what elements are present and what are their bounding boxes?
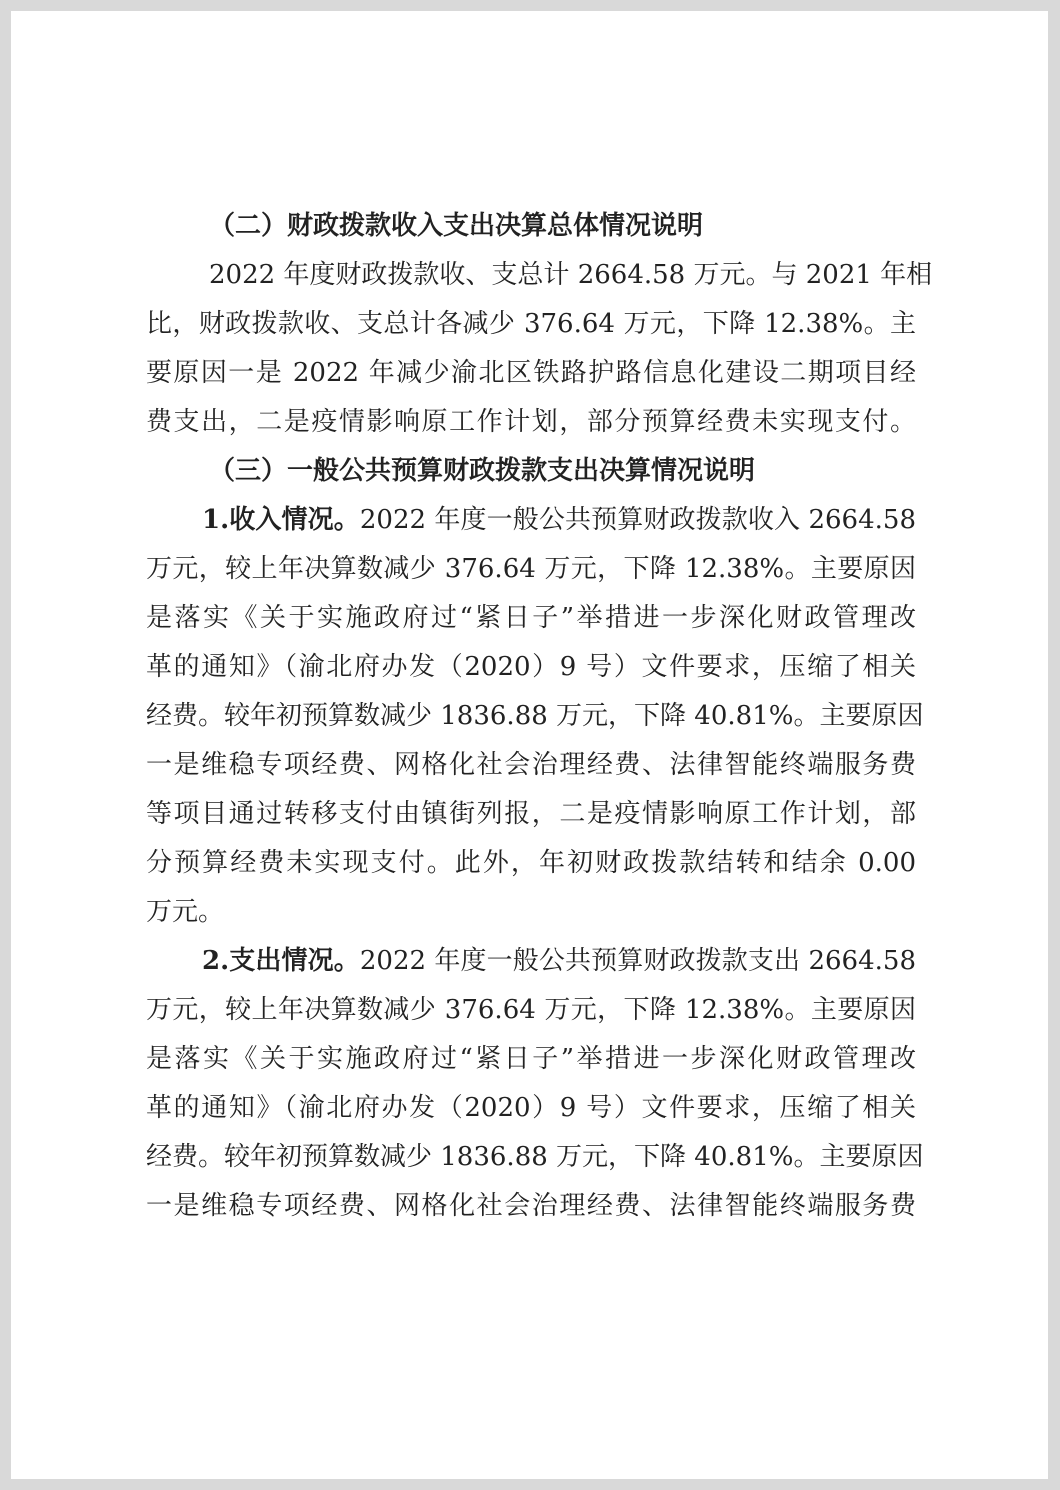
paragraph-line: 2022 年度财政拨款收、支总计 2664.58 万元。与 2021 年相 [209, 260, 933, 290]
paragraph-line: 是落实《关于实施政府过“紧日子”举措进一步深化财政管理改 [146, 603, 916, 633]
paragraph-line: 一是维稳专项经费、网格化社会治理经费、法律智能终端服务费 [146, 1191, 916, 1221]
paragraph-line: 万元，较上年决算数减少 376.64 万元，下降 12.38%。主要原因 [146, 554, 916, 584]
paragraph-line: 革的通知》（渝北府办发（2020）9 号）文件要求，压缩了相关 [146, 652, 916, 682]
paragraph-line: 等项目通过转移支付由镇街列报，二是疫情影响原工作计划，部 [146, 799, 916, 829]
income-first-line [202, 503, 916, 537]
paragraph-line: 万元。 [146, 897, 225, 927]
paragraph-line: 要原因一是 2022 年减少渝北区铁路护路信息化建设二期项目经 [146, 358, 916, 388]
section-heading-2: （二）财政拨款收入支出决算总体情况说明 [209, 211, 704, 241]
section-heading-3: （三）一般公共预算财政拨款支出决算情况说明 [209, 456, 756, 486]
paragraph-line: 比，财政拨款收、支总计各减少 376.64 万元，下降 12.38%。主 [146, 309, 916, 339]
expense-lead: 2.支出情况。 [202, 946, 360, 976]
paragraph-line: 一是维稳专项经费、网格化社会治理经费、法律智能终端服务费 [146, 750, 916, 780]
paragraph-line: 革的通知》（渝北府办发（2020）9 号）文件要求，压缩了相关 [146, 1093, 916, 1123]
paragraph-line: 经费。较年初预算数减少 1836.88 万元，下降 40.81%。主要原因 [146, 1142, 924, 1172]
document-page [11, 11, 1048, 1479]
income-first-text: 2022 年度一般公共预算财政拨款收入 2664.58 [359, 505, 916, 535]
expense-first-text: 2022 年度一般公共预算财政拨款支出 2664.58 [359, 946, 916, 976]
income-lead: 1.收入情况。 [202, 505, 360, 535]
paragraph-line: 经费。较年初预算数减少 1836.88 万元，下降 40.81%。主要原因 [146, 701, 924, 731]
expense-first-line [202, 944, 916, 978]
paragraph-line: 万元，较上年决算数减少 376.64 万元，下降 12.38%。主要原因 [146, 995, 916, 1025]
paragraph-line: 分预算经费未实现支付。此外，年初财政拨款结转和结余 0.00 [146, 848, 916, 878]
paragraph-line: 费支出，二是疫情影响原工作计划，部分预算经费未实现支付。 [146, 407, 916, 437]
paragraph-line: 是落实《关于实施政府过“紧日子”举措进一步深化财政管理改 [146, 1044, 916, 1074]
